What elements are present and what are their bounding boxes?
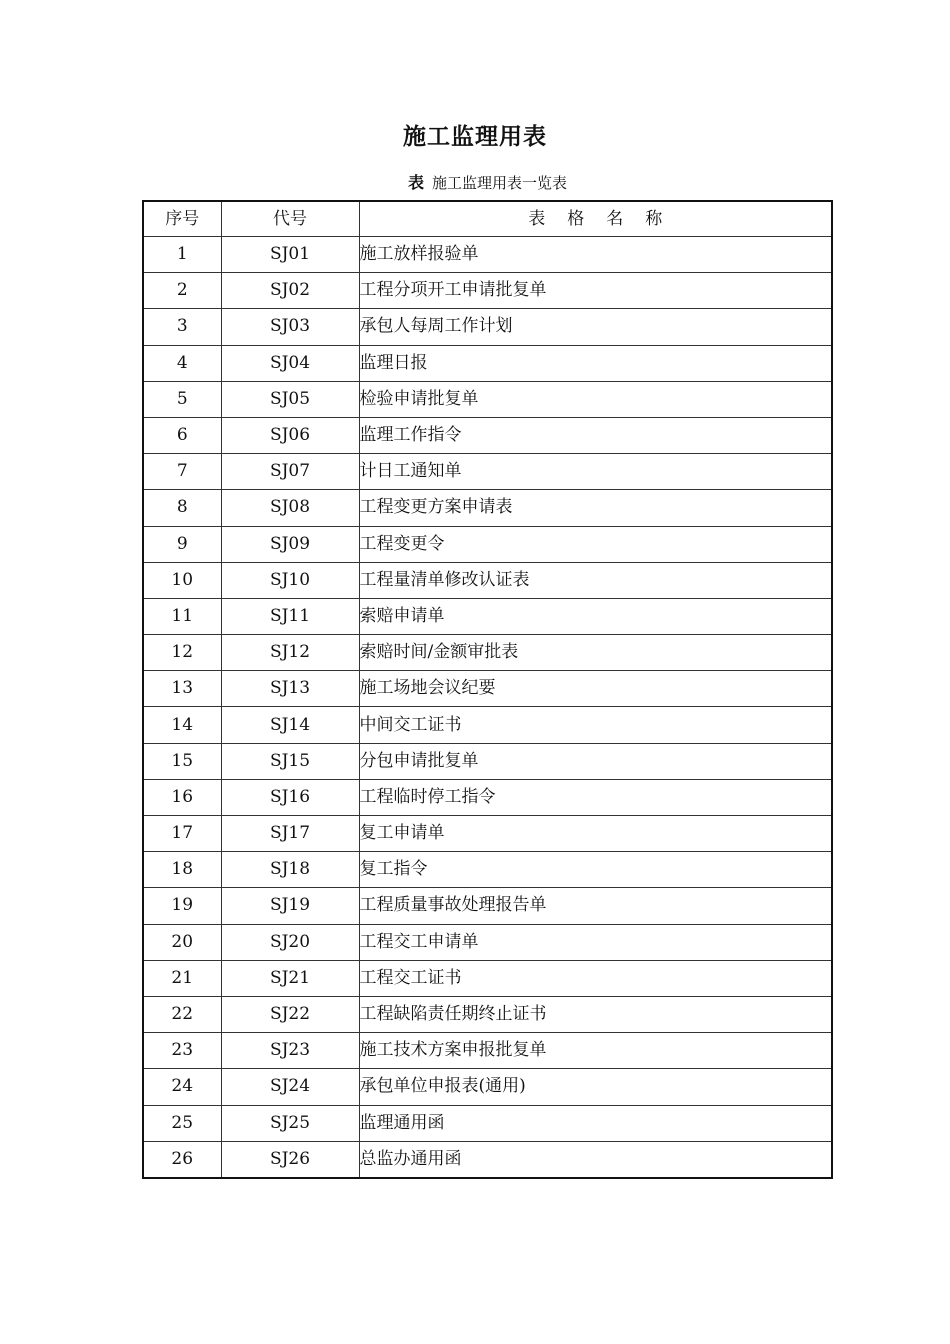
table-row bbox=[143, 743, 832, 779]
header-name: 表格名称 bbox=[359, 201, 832, 237]
row-form-name: 索赔时间/金额审批表 bbox=[359, 635, 832, 671]
table-row bbox=[143, 671, 832, 707]
row-form-name: 分包申请批复单 bbox=[359, 743, 832, 779]
table-row bbox=[143, 1141, 832, 1178]
table-row bbox=[143, 924, 832, 960]
table-row bbox=[143, 417, 832, 453]
row-number: 10 bbox=[143, 562, 221, 598]
caption-text: 施工监理用表一览表 bbox=[432, 174, 568, 192]
row-number: 25 bbox=[143, 1105, 221, 1141]
table-row bbox=[143, 779, 832, 815]
row-number: 11 bbox=[143, 598, 221, 634]
row-number: 5 bbox=[143, 381, 221, 417]
row-code: SJ04 bbox=[221, 345, 359, 381]
row-form-name: 复工申请单 bbox=[359, 816, 832, 852]
table-row bbox=[143, 273, 832, 309]
row-code: SJ18 bbox=[221, 852, 359, 888]
row-code: SJ23 bbox=[221, 1033, 359, 1069]
row-code: SJ24 bbox=[221, 1069, 359, 1105]
row-form-name: 工程量清单修改认证表 bbox=[359, 562, 832, 598]
row-code: SJ17 bbox=[221, 816, 359, 852]
row-form-name: 工程质量事故处理报告单 bbox=[359, 888, 832, 924]
table-body bbox=[143, 237, 832, 1178]
row-form-name: 索赔申请单 bbox=[359, 598, 832, 634]
table-row bbox=[143, 309, 832, 345]
row-code: SJ25 bbox=[221, 1105, 359, 1141]
row-number: 17 bbox=[143, 816, 221, 852]
table-row bbox=[143, 381, 832, 417]
row-code: SJ09 bbox=[221, 526, 359, 562]
page-title: 施工监理用表 bbox=[403, 124, 547, 150]
row-number: 23 bbox=[143, 1033, 221, 1069]
table-row bbox=[143, 237, 832, 273]
row-code: SJ06 bbox=[221, 417, 359, 453]
table-row bbox=[143, 1033, 832, 1069]
table-row bbox=[143, 526, 832, 562]
row-code: SJ02 bbox=[221, 273, 359, 309]
row-code: SJ22 bbox=[221, 996, 359, 1032]
row-code: SJ07 bbox=[221, 454, 359, 490]
row-number: 15 bbox=[143, 743, 221, 779]
row-number: 19 bbox=[143, 888, 221, 924]
row-number: 6 bbox=[143, 417, 221, 453]
table-row bbox=[143, 562, 832, 598]
row-code: SJ10 bbox=[221, 562, 359, 598]
row-number: 26 bbox=[143, 1141, 221, 1178]
row-form-name: 监理日报 bbox=[359, 345, 832, 381]
table-row bbox=[143, 454, 832, 490]
table-row bbox=[143, 490, 832, 526]
row-form-name: 工程变更方案申请表 bbox=[359, 490, 832, 526]
row-form-name: 工程交工证书 bbox=[359, 960, 832, 996]
row-form-name: 监理通用函 bbox=[359, 1105, 832, 1141]
row-code: SJ01 bbox=[221, 237, 359, 273]
table-row bbox=[143, 707, 832, 743]
row-code: SJ05 bbox=[221, 381, 359, 417]
row-code: SJ08 bbox=[221, 490, 359, 526]
table-row bbox=[143, 852, 832, 888]
row-number: 14 bbox=[143, 707, 221, 743]
row-number: 20 bbox=[143, 924, 221, 960]
row-form-name: 承包单位申报表(通用) bbox=[359, 1069, 832, 1105]
row-form-name: 计日工通知单 bbox=[359, 454, 832, 490]
row-number: 24 bbox=[143, 1069, 221, 1105]
row-code: SJ26 bbox=[221, 1141, 359, 1178]
row-number: 9 bbox=[143, 526, 221, 562]
row-form-name: 检验申请批复单 bbox=[359, 381, 832, 417]
table-row bbox=[143, 888, 832, 924]
row-code: SJ13 bbox=[221, 671, 359, 707]
row-number: 12 bbox=[143, 635, 221, 671]
table-row bbox=[143, 345, 832, 381]
row-form-name: 工程临时停工指令 bbox=[359, 779, 832, 815]
row-form-name: 复工指令 bbox=[359, 852, 832, 888]
row-form-name: 施工技术方案申报批复单 bbox=[359, 1033, 832, 1069]
row-code: SJ21 bbox=[221, 960, 359, 996]
row-number: 2 bbox=[143, 273, 221, 309]
row-form-name: 监理工作指令 bbox=[359, 417, 832, 453]
row-number: 22 bbox=[143, 996, 221, 1032]
row-form-name: 工程交工申请单 bbox=[359, 924, 832, 960]
row-form-name: 工程变更令 bbox=[359, 526, 832, 562]
table-row bbox=[143, 996, 832, 1032]
row-code: SJ11 bbox=[221, 598, 359, 634]
table-row bbox=[143, 816, 832, 852]
table-row bbox=[143, 1069, 832, 1105]
row-code: SJ15 bbox=[221, 743, 359, 779]
header-no: 序号 bbox=[143, 201, 221, 237]
row-code: SJ16 bbox=[221, 779, 359, 815]
table-row bbox=[143, 960, 832, 996]
row-code: SJ03 bbox=[221, 309, 359, 345]
table-header-row bbox=[143, 201, 832, 237]
row-code: SJ14 bbox=[221, 707, 359, 743]
table-row bbox=[143, 1105, 832, 1141]
row-code: SJ19 bbox=[221, 888, 359, 924]
row-number: 1 bbox=[143, 237, 221, 273]
header-code: 代号 bbox=[221, 201, 359, 237]
row-number: 18 bbox=[143, 852, 221, 888]
caption-label: 表 bbox=[407, 173, 424, 192]
row-form-name: 施工场地会议纪要 bbox=[359, 671, 832, 707]
row-number: 13 bbox=[143, 671, 221, 707]
row-code: SJ12 bbox=[221, 635, 359, 671]
row-number: 8 bbox=[143, 490, 221, 526]
row-form-name: 工程缺陷责任期终止证书 bbox=[359, 996, 832, 1032]
row-form-name: 工程分项开工申请批复单 bbox=[359, 273, 832, 309]
row-number: 21 bbox=[143, 960, 221, 996]
form-list-table bbox=[142, 200, 833, 1179]
row-form-name: 总监办通用函 bbox=[359, 1141, 832, 1178]
row-number: 16 bbox=[143, 779, 221, 815]
row-form-name: 中间交工证书 bbox=[359, 707, 832, 743]
row-form-name: 施工放样报验单 bbox=[359, 237, 832, 273]
table-row bbox=[143, 635, 832, 671]
row-form-name: 承包人每周工作计划 bbox=[359, 309, 832, 345]
row-code: SJ20 bbox=[221, 924, 359, 960]
table-caption bbox=[0, 170, 950, 193]
row-number: 7 bbox=[143, 454, 221, 490]
table-row bbox=[143, 598, 832, 634]
row-number: 4 bbox=[143, 345, 221, 381]
row-number: 3 bbox=[143, 309, 221, 345]
